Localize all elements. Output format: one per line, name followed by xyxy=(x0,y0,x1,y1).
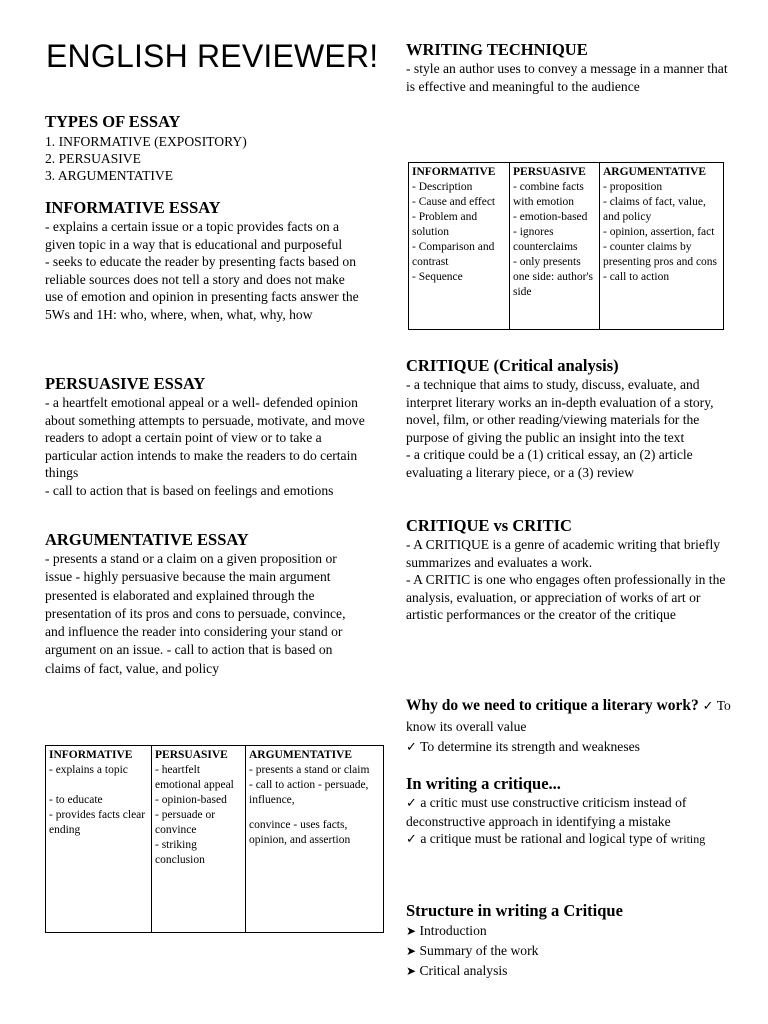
table-right-2-line-1: - combine facts with emotion xyxy=(513,181,584,208)
table-left-1-line-4: - provides facts clear ending xyxy=(49,809,146,836)
types-item-2: 2. PERSUASIVE xyxy=(45,151,141,166)
writing-critique-item-1: a critic must use constructive criticism instead of deconstructive approach in identifying a mistake xyxy=(406,795,687,829)
critique-heading: CRITIQUE (Critical analysis) xyxy=(406,356,619,375)
comparison-table-left xyxy=(45,745,384,933)
table-right-2-line-2: - emotion-based xyxy=(513,211,588,223)
structure-heading: Structure in writing a Critique xyxy=(406,901,623,920)
critique-p2: - a critique could be a (1) critical essay, an (2) article evaluating a literary piece, or a (3) review xyxy=(406,447,693,480)
table-right-3-line-3: - opinion, assertion, fact xyxy=(603,226,715,238)
writing-critique-item-2: a critique must be rational and logical type of xyxy=(420,831,668,846)
table-left-head-3: ARGUMENTATIVE xyxy=(249,749,353,761)
argumentative-p1: - presents a stand or a claim on a given proposition or issue - highly persuasive because the main argument presented is elaborated and explained through the presentation of its pros and cons to persuade, convince, and influence the reader into considering your stand or argument on an issue. - call to action that is based on claims of fact, value, and policy xyxy=(45,551,346,676)
writing-technique-p1: - style an author uses to convey a message in a manner that is effective and meaningful to the audience xyxy=(406,61,728,94)
types-heading: TYPES OF ESSAY xyxy=(45,112,181,131)
table-right-3-line-5: - call to action xyxy=(603,271,670,283)
table-left-1-line-1: - explains a topic xyxy=(49,764,128,776)
table-left-2-line-3: - persuade or convince xyxy=(155,809,216,836)
persuasive-section xyxy=(45,374,365,499)
table-left-col-argumentative xyxy=(246,746,384,933)
persuasive-p1: - a heartfelt emotional appeal or a well- defended opinion about something attempts to persuade, motivate, and move readers to adopt a certain point of view or to take a particular action intends to make the readers to do certain things xyxy=(45,395,365,480)
writing-critique-item-2-end: writing xyxy=(670,832,706,846)
persuasive-p2: - call to action that is based on feelings and emotions xyxy=(45,482,334,498)
informative-section xyxy=(45,198,365,323)
table-right-1-line-3: - Problem and solution xyxy=(412,211,478,238)
table-right-2-line-3: - ignores counterclaims xyxy=(513,226,578,253)
informative-heading: INFORMATIVE ESSAY xyxy=(45,198,221,217)
writing-technique-heading: WRITING TECHNIQUE xyxy=(406,40,588,59)
table-right-head-1: INFORMATIVE xyxy=(412,166,496,178)
critique-p1: - a technique that aims to study, discuss, evaluate, and interpret literary works an in-depth evaluation of a story, novel, film, or other reading/viewing materials for the purpose of giving the public an insight into the text xyxy=(406,377,714,445)
writing-technique-section xyxy=(406,40,731,95)
writing-critique-section xyxy=(406,774,731,849)
table-left-1-line-3: - to educate xyxy=(49,794,103,806)
table-right-col-persuasive xyxy=(510,163,600,330)
informative-p1: - explains a certain issue or a topic provides facts on a given topic in a way that is educational and purposeful xyxy=(45,219,343,252)
types-item-1: 1. INFORMATIVE (EXPOSITORY) xyxy=(45,134,247,149)
table-left-head-2: PERSUASIVE xyxy=(155,749,228,761)
table-right-col-argumentative xyxy=(600,163,724,330)
table-left-1-line-2 xyxy=(49,778,148,793)
argumentative-section xyxy=(45,530,365,678)
table-left-3-line-1: - presents a stand or claim xyxy=(249,764,370,776)
table-right-1-line-5: - Sequence xyxy=(412,271,463,283)
check-icon: ✓ xyxy=(406,796,417,811)
critique-section xyxy=(406,356,731,481)
arrow-icon: ➤ xyxy=(406,924,417,938)
why-critique-section xyxy=(406,696,731,757)
table-right-3-line-1: - proposition xyxy=(603,181,663,193)
table-right-3-line-2: - claims of fact, value, and policy xyxy=(603,196,706,223)
critique-vs-critic-heading: CRITIQUE vs CRITIC xyxy=(406,516,572,535)
table-left-3-line-3 xyxy=(249,808,380,818)
table-right-3-line-4: - counter claims by presenting pros and cons xyxy=(603,241,718,268)
comparison-table-right xyxy=(408,162,724,330)
critique-vs-critic-section xyxy=(406,516,731,624)
why-critique-heading: Why do we need to critique a literary work? xyxy=(406,697,699,714)
writing-critique-heading: In writing a critique... xyxy=(406,774,561,793)
types-section xyxy=(45,112,365,184)
page-title: ENGLISH REVIEWER! xyxy=(46,38,379,74)
check-icon: ✓ xyxy=(702,699,714,714)
table-right-2-line-4: - only presents one side: author's side xyxy=(513,256,594,298)
critique-vs-critic-p2: - A CRITIC is one who engages often professionally in the analysis, evaluation, or appreciation of works of art or artistic performances or the creator of the critique xyxy=(406,572,726,622)
check-icon: ✓ xyxy=(406,832,417,847)
table-right-head-2: PERSUASIVE xyxy=(513,166,586,178)
table-left-2-line-2: - opinion-based xyxy=(155,794,227,806)
table-right-1-line-1: - Description xyxy=(412,181,473,193)
critique-vs-critic-p1: - A CRITIQUE is a genre of academic writing that briefly summarizes and evaluates a work. xyxy=(406,537,721,570)
structure-item-2: Summary of the work xyxy=(419,943,539,958)
check-icon: ✓ xyxy=(406,740,417,755)
structure-item-1: Introduction xyxy=(419,923,487,938)
informative-p2: - seeks to educate the reader by presenting facts based on reliable sources does not tell a story and does not make use of emotion and opinion in presenting facts answer the 5Ws and 1H: who, where, when, what, why, how xyxy=(45,254,359,322)
structure-item-3: Critical analysis xyxy=(419,963,508,978)
types-item-3: 3. ARGUMENTATIVE xyxy=(45,168,174,183)
table-right-1-line-4: - Comparison and contrast xyxy=(412,241,495,268)
arrow-icon: ➤ xyxy=(406,964,417,978)
table-left-3-line-2: - call to action - persuade, influence, xyxy=(249,779,369,806)
table-left-3-line-4: convince - uses facts, opinion, and assertion xyxy=(249,819,351,846)
persuasive-heading: PERSUASIVE ESSAY xyxy=(45,374,206,393)
table-left-head-1: INFORMATIVE xyxy=(49,749,133,761)
table-right-head-3: ARGUMENTATIVE xyxy=(603,166,707,178)
arrow-icon: ➤ xyxy=(406,944,417,958)
table-left-2-line-1: - heartfelt emotional appeal xyxy=(155,764,234,791)
structure-section xyxy=(406,901,731,981)
why-item-1: To know its overall value xyxy=(406,698,731,734)
table-left-col-informative xyxy=(46,746,152,933)
table-right-1-line-2: - Cause and effect xyxy=(412,196,496,208)
table-right-col-informative xyxy=(409,163,510,330)
table-left-2-line-4: - striking conclusion xyxy=(155,839,205,866)
table-left-col-persuasive xyxy=(152,746,246,933)
argumentative-heading: ARGUMENTATIVE ESSAY xyxy=(45,530,249,549)
why-item-2: To determine its strength and weakneses xyxy=(420,739,640,754)
